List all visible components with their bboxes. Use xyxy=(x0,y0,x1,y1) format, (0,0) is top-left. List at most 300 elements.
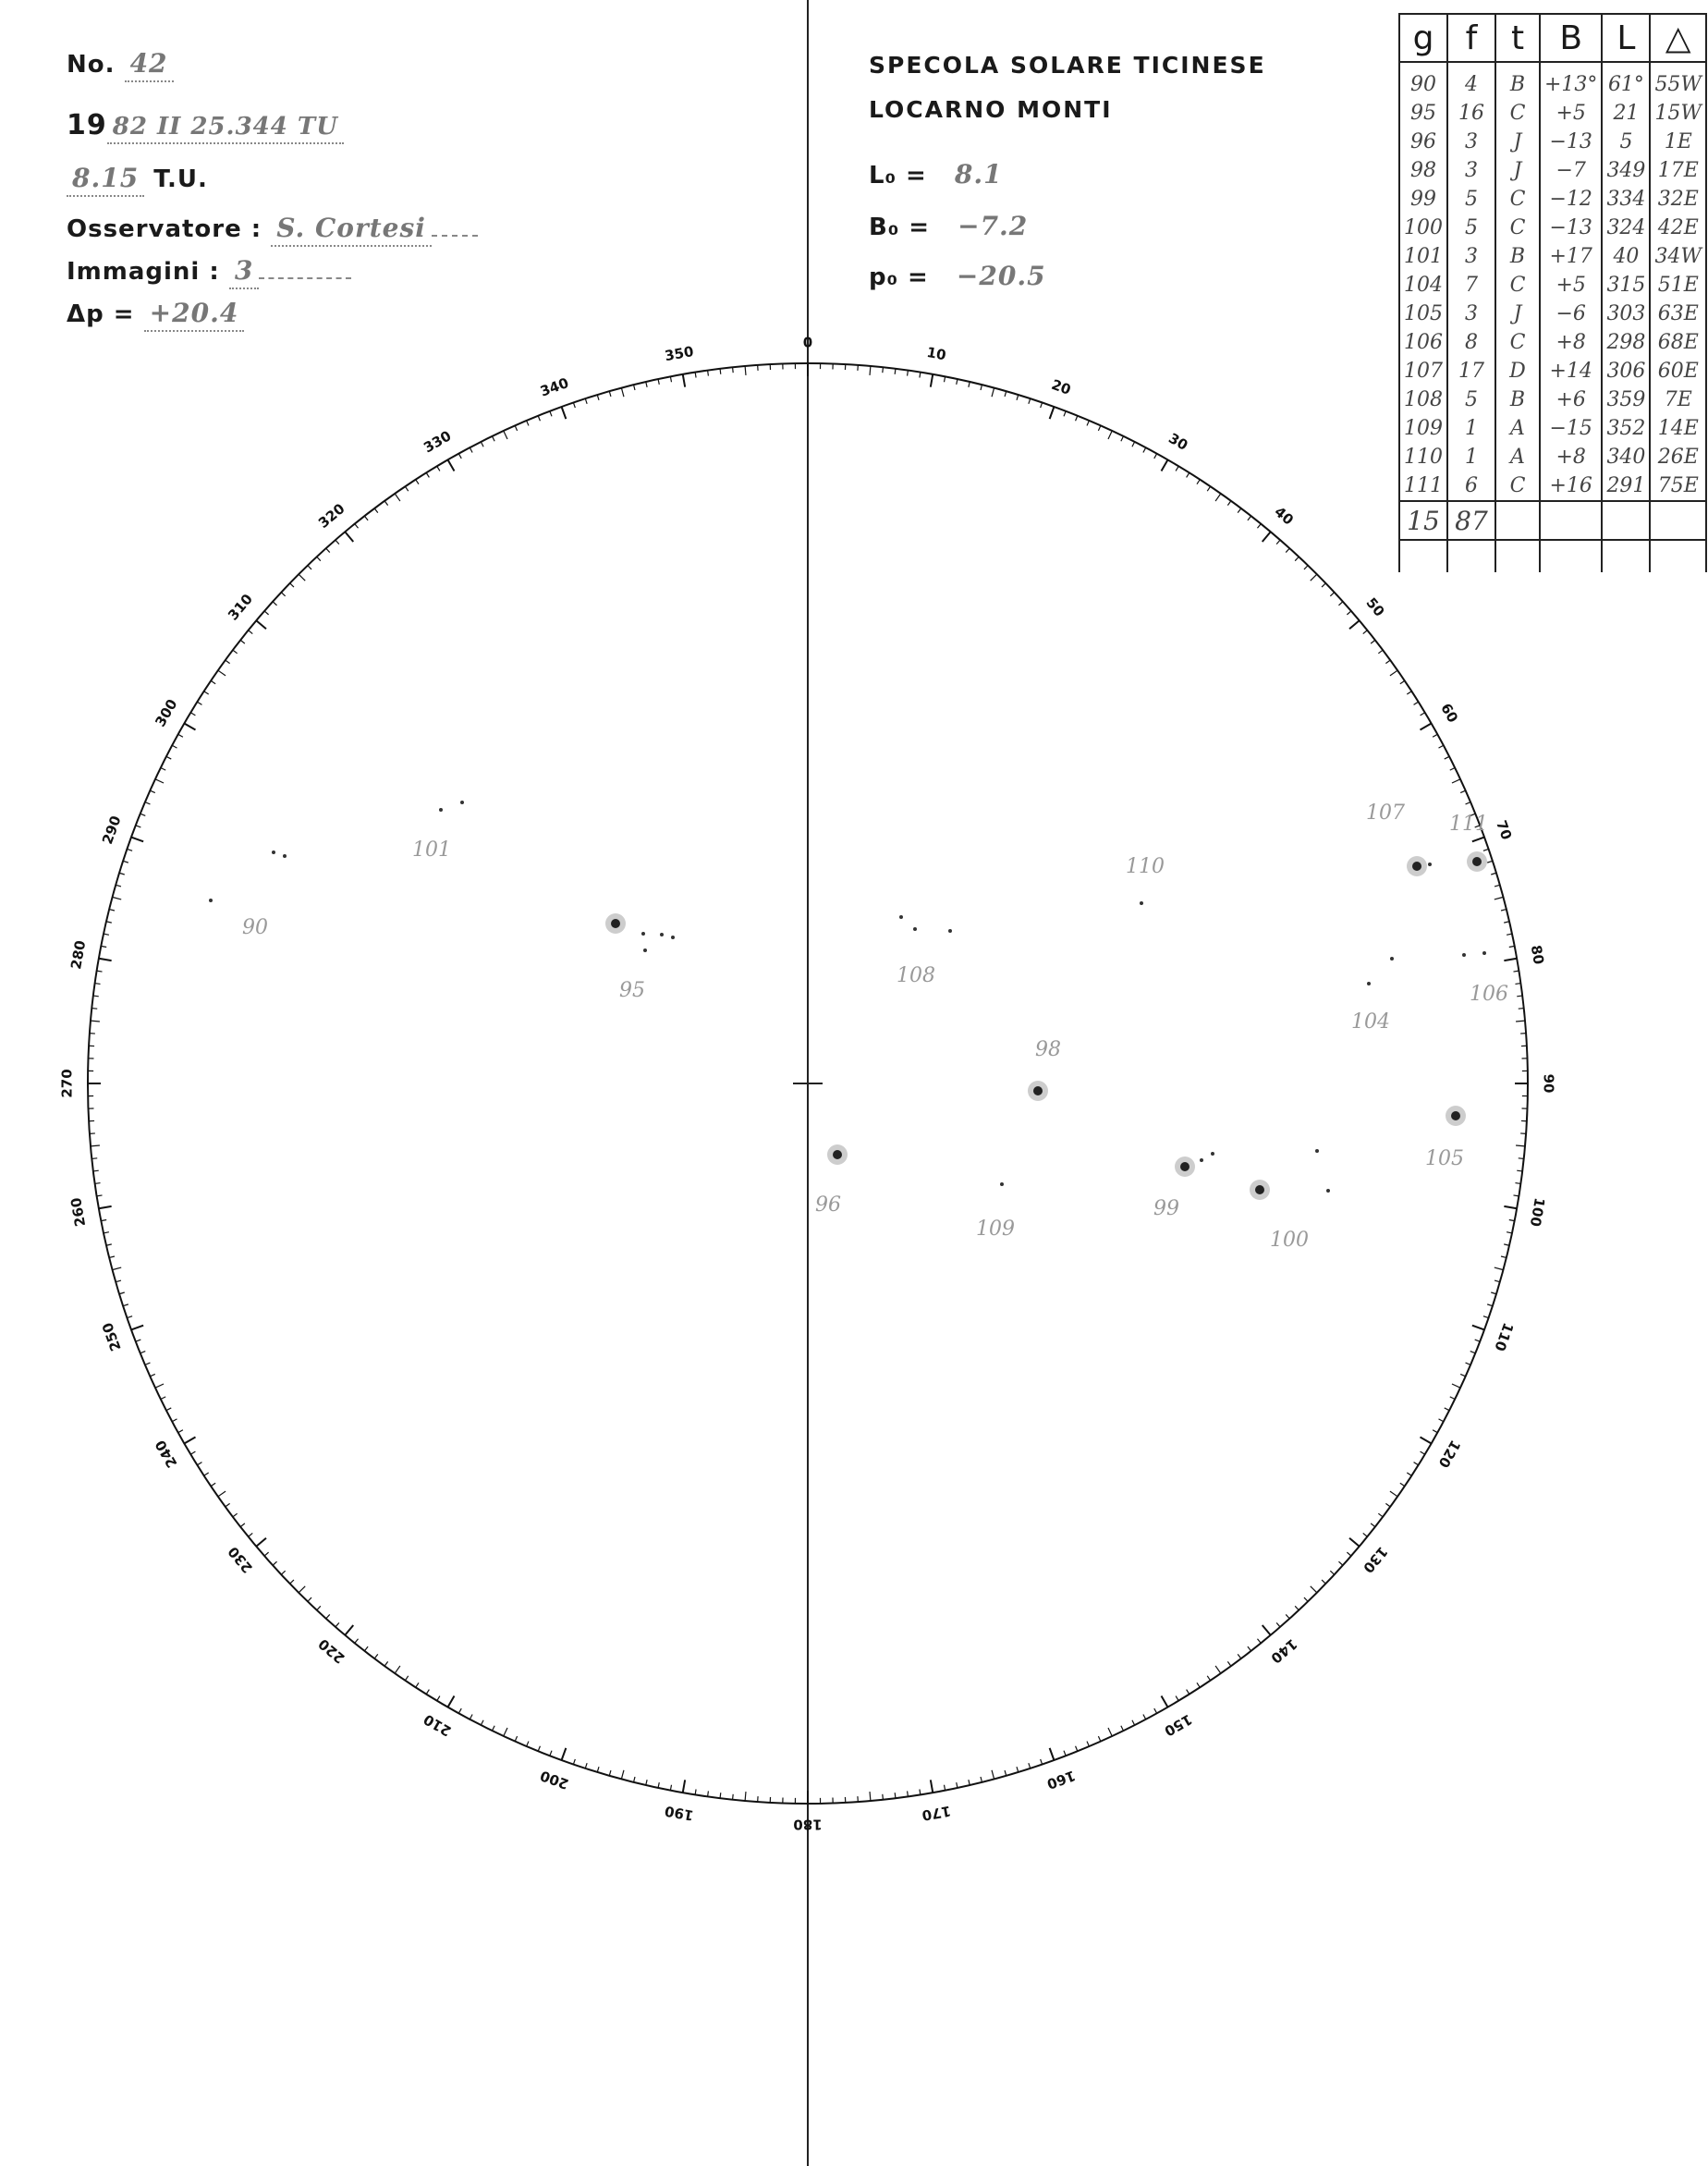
sunspot-pore xyxy=(1315,1149,1319,1153)
cell-t: J xyxy=(1495,128,1540,156)
group-label-110: 110 xyxy=(1126,855,1165,878)
scale-label: 240 xyxy=(152,1437,181,1471)
scale-tick xyxy=(1501,910,1507,911)
scale-label: 290 xyxy=(99,814,125,847)
scale-tick xyxy=(646,382,647,387)
cell-f: 5 xyxy=(1447,214,1495,242)
sunspot-pore xyxy=(272,850,275,854)
images-label: Immagini : xyxy=(67,258,220,286)
disk-center-cross xyxy=(793,1069,823,1098)
scale-tick xyxy=(123,861,128,863)
scale-tick xyxy=(326,1614,330,1618)
scale-tick xyxy=(1519,1009,1524,1010)
scale-tick xyxy=(426,1690,429,1695)
scale-tick xyxy=(992,388,994,398)
scale-tick xyxy=(1215,1666,1221,1673)
column-header-l: L xyxy=(1602,14,1650,62)
scale-tick xyxy=(1513,971,1519,972)
b0-value: −7.2 xyxy=(958,211,1029,241)
scale-tick xyxy=(161,1397,165,1400)
sunspot-umbra xyxy=(833,1150,842,1159)
scale-label: 140 xyxy=(1267,1635,1300,1667)
scale-tick xyxy=(1143,1715,1146,1719)
scale-label: 50 xyxy=(1362,594,1388,620)
cell-f: 6 xyxy=(1447,471,1495,501)
scale-tick xyxy=(1064,1751,1066,1756)
cell-t: B xyxy=(1495,385,1540,414)
cell-t: C xyxy=(1495,328,1540,357)
scale-tick xyxy=(1460,1374,1465,1376)
scale-tick xyxy=(1304,566,1308,569)
scale-tick xyxy=(113,897,122,899)
scale-tick xyxy=(123,1304,128,1306)
cell-delta: 55W xyxy=(1650,62,1706,99)
scale-tick xyxy=(437,466,440,471)
scale-tick xyxy=(1017,395,1019,400)
scale-tick xyxy=(1276,1622,1280,1627)
scale-tick xyxy=(1304,1597,1308,1601)
scale-tick xyxy=(1311,574,1317,581)
scale-tick xyxy=(708,371,709,376)
cell-delta: 34W xyxy=(1650,242,1706,271)
scale-tick xyxy=(155,779,164,783)
scale-tick xyxy=(116,885,121,887)
group-label-99: 99 xyxy=(1153,1197,1179,1220)
scale-tick xyxy=(481,442,483,447)
scale-tick xyxy=(448,1696,455,1707)
scale-tick xyxy=(1472,1326,1484,1330)
b0-label: B₀ = xyxy=(869,214,931,241)
scale-tick xyxy=(1087,421,1089,426)
scale-tick xyxy=(621,1770,624,1780)
observer-label: Osservatore : xyxy=(67,215,262,243)
scale-tick xyxy=(1483,1316,1489,1318)
scale-tick xyxy=(1494,1267,1504,1270)
scale-tick xyxy=(308,1597,311,1601)
scale-tick xyxy=(1504,959,1517,961)
scale-tick xyxy=(1452,1384,1460,1388)
sunspot-pore xyxy=(1390,957,1394,961)
cell-t: C xyxy=(1495,185,1540,214)
scale-tick xyxy=(395,1666,400,1673)
scale-label: 170 xyxy=(921,1802,953,1824)
sunspot-pore xyxy=(660,933,664,936)
images-value: 3 xyxy=(229,255,259,289)
scale-tick xyxy=(1472,838,1484,842)
scale-tick xyxy=(895,369,896,374)
scale-tick xyxy=(355,524,359,529)
cell-f: 5 xyxy=(1447,185,1495,214)
scale-tick xyxy=(695,373,696,378)
scale-tick xyxy=(1371,640,1375,643)
cell-b: +14 xyxy=(1540,357,1602,385)
scale-tick xyxy=(550,411,552,417)
scale-tick xyxy=(127,1316,132,1318)
scale-label: 230 xyxy=(225,1543,256,1576)
sunspot-umbra xyxy=(1180,1162,1190,1171)
total-groups: 15 xyxy=(1399,501,1447,540)
cell-f: 8 xyxy=(1447,328,1495,357)
sunspot-pore xyxy=(439,808,443,812)
scale-tick xyxy=(670,1785,671,1791)
cell-b: +5 xyxy=(1540,271,1602,300)
scale-tick xyxy=(1207,486,1210,491)
scale-tick xyxy=(233,1513,238,1517)
scale-tick xyxy=(240,640,245,643)
group-label-101: 101 xyxy=(412,838,451,862)
group-label-104: 104 xyxy=(1351,1010,1390,1034)
scale-tick xyxy=(1421,713,1425,716)
scale-tick xyxy=(538,1746,540,1752)
scale-tick xyxy=(883,1794,884,1800)
group-label-107: 107 xyxy=(1366,802,1405,825)
scale-tick xyxy=(326,548,330,552)
cell-l: 352 xyxy=(1602,414,1650,443)
scale-tick xyxy=(658,1782,659,1788)
scale-tick xyxy=(184,724,195,730)
group-label-90: 90 xyxy=(242,916,268,939)
scale-tick xyxy=(1286,1614,1289,1618)
cell-t: D xyxy=(1495,357,1540,385)
scale-tick xyxy=(1263,1625,1271,1635)
scale-tick xyxy=(1509,946,1515,947)
l0-label: L₀ = xyxy=(869,162,927,190)
cell-l: 5 xyxy=(1602,128,1650,156)
scale-tick xyxy=(190,1451,195,1454)
cell-delta: 60E xyxy=(1650,357,1706,385)
sunspot-umbra xyxy=(1472,857,1482,866)
scale-tick xyxy=(1162,1696,1168,1707)
scale-tick xyxy=(1263,532,1271,542)
cell-t: C xyxy=(1495,99,1540,128)
scale-tick xyxy=(136,826,141,827)
scale-tick xyxy=(273,1561,276,1565)
scale-tick xyxy=(1400,680,1405,683)
cell-delta: 7E xyxy=(1650,385,1706,414)
scale-tick xyxy=(1491,1292,1496,1294)
cell-f: 3 xyxy=(1447,242,1495,271)
scale-tick xyxy=(166,756,171,759)
cell-b: +8 xyxy=(1540,328,1602,357)
scale-label: 190 xyxy=(663,1802,695,1824)
scale-tick xyxy=(908,1791,909,1796)
scale-tick xyxy=(1470,1352,1476,1353)
scale-tick xyxy=(1516,1145,1525,1146)
scale-tick xyxy=(1445,756,1449,759)
scale-tick xyxy=(1295,1606,1299,1609)
scale-tick xyxy=(211,1483,215,1486)
scale-label: 200 xyxy=(538,1767,571,1793)
scale-tick xyxy=(981,1777,982,1782)
sunspot-umbra xyxy=(1033,1086,1043,1095)
scale-tick xyxy=(515,1736,517,1741)
scale-tick xyxy=(1421,1438,1432,1444)
scale-tick xyxy=(317,1606,321,1609)
sunspot-umbra xyxy=(1451,1111,1460,1120)
scale-tick xyxy=(405,1676,408,1681)
cell-t: J xyxy=(1495,300,1540,328)
scale-tick xyxy=(95,984,101,985)
scale-tick xyxy=(658,379,659,385)
sunspots xyxy=(209,801,1487,1200)
scale-tick xyxy=(1121,436,1124,441)
scale-label: 180 xyxy=(793,1816,823,1833)
scale-tick xyxy=(931,1780,933,1793)
scale-tick xyxy=(1050,1748,1055,1760)
cell-f: 1 xyxy=(1447,414,1495,443)
scale-tick xyxy=(1176,466,1178,471)
scale-tick xyxy=(91,1021,100,1022)
scale-tick xyxy=(1400,1483,1405,1486)
scale-tick xyxy=(670,376,671,382)
scale-tick xyxy=(1238,508,1241,513)
cell-l: 334 xyxy=(1602,185,1650,214)
cell-b: +6 xyxy=(1540,385,1602,414)
scale-tick xyxy=(92,1158,97,1159)
scale-tick xyxy=(364,1646,368,1651)
scale-tick xyxy=(1363,630,1368,634)
scale-tick xyxy=(1187,472,1190,477)
scale-tick xyxy=(211,680,215,683)
scale-tick xyxy=(745,366,746,375)
cell-l: 61° xyxy=(1602,62,1650,99)
scale-tick xyxy=(345,532,353,542)
cell-delta: 14E xyxy=(1650,414,1706,443)
p0-label: p₀ = xyxy=(869,263,929,291)
delta-p-value: +20.4 xyxy=(144,298,245,332)
cell-delta: 51E xyxy=(1650,271,1706,300)
scale-label: 310 xyxy=(225,591,256,624)
scale-tick xyxy=(1407,691,1411,694)
scale-label: 60 xyxy=(1437,700,1462,726)
scale-label: 220 xyxy=(315,1635,348,1667)
scale-tick xyxy=(1029,398,1031,404)
scale-tick xyxy=(1041,1759,1043,1765)
scale-tick xyxy=(99,959,112,961)
scale-tick xyxy=(131,838,143,842)
scale-tick xyxy=(609,391,611,397)
sunspot-umbra xyxy=(1412,862,1421,871)
number-label: No. xyxy=(67,51,116,79)
sunspot-pore xyxy=(283,854,287,858)
scale-tick xyxy=(240,1524,245,1527)
scale-tick xyxy=(634,1777,635,1782)
cell-f: 1 xyxy=(1447,443,1495,471)
scale-tick xyxy=(1154,454,1157,459)
scale-tick xyxy=(1108,431,1112,439)
scale-label: 40 xyxy=(1271,503,1297,529)
scale-tick xyxy=(458,1708,461,1713)
scale-tick xyxy=(1452,779,1460,783)
scale-tick xyxy=(870,366,871,375)
column-header-f: f xyxy=(1447,14,1495,62)
sunspot-pore xyxy=(1367,982,1371,985)
scale-tick xyxy=(992,1770,994,1780)
cell-l: 324 xyxy=(1602,214,1650,242)
scale-tick xyxy=(1491,873,1496,875)
scale-label: 130 xyxy=(1360,1543,1391,1576)
scale-tick xyxy=(1347,611,1351,615)
scale-tick xyxy=(585,1763,587,1768)
cell-b: −12 xyxy=(1540,185,1602,214)
sunspot-pore xyxy=(1140,901,1143,905)
scale-tick xyxy=(166,1408,171,1411)
time-unit: T.U. xyxy=(153,165,208,193)
scale-tick xyxy=(1378,1513,1383,1517)
scale-tick xyxy=(920,373,921,378)
column-header-t: t xyxy=(1495,14,1540,62)
scale-tick xyxy=(226,1503,230,1507)
group-label-111: 111 xyxy=(1449,813,1488,836)
scale-label: 250 xyxy=(99,1320,125,1353)
scale-tick xyxy=(1238,1654,1241,1658)
scale-label: 0 xyxy=(802,334,813,351)
scale-tick xyxy=(226,660,230,664)
scale-tick xyxy=(621,388,624,398)
scale-tick xyxy=(1064,411,1066,417)
group-label-105: 105 xyxy=(1425,1147,1464,1170)
cell-t: C xyxy=(1495,271,1540,300)
scale-tick xyxy=(184,1438,195,1444)
scale-tick xyxy=(1005,1770,1006,1776)
scale-tick xyxy=(944,376,945,382)
scale-tick xyxy=(249,1533,253,1536)
scale-tick xyxy=(944,1785,945,1791)
scale-tick xyxy=(299,574,305,581)
scale-tick xyxy=(172,1419,177,1422)
scale-tick xyxy=(119,1292,125,1294)
scale-tick xyxy=(969,1780,970,1785)
scale-tick xyxy=(504,1728,507,1736)
cell-t: C xyxy=(1495,214,1540,242)
scale-tick xyxy=(1050,407,1055,419)
group-label-109: 109 xyxy=(976,1218,1015,1241)
cell-f: 4 xyxy=(1447,62,1495,99)
cell-delta: 1E xyxy=(1650,128,1706,156)
sunspot-pore xyxy=(948,929,952,933)
cell-f: 16 xyxy=(1447,99,1495,128)
group-label-96: 96 xyxy=(815,1193,841,1217)
cell-t: J xyxy=(1495,156,1540,185)
scale-tick xyxy=(957,1782,958,1788)
scale-tick xyxy=(384,501,388,506)
scale-tick xyxy=(733,1794,734,1800)
group-label-106: 106 xyxy=(1470,983,1508,1006)
scale-tick xyxy=(720,1793,721,1798)
scale-tick xyxy=(1248,1646,1251,1651)
sunspot-pore xyxy=(1482,951,1486,955)
cell-delta: 63E xyxy=(1650,300,1706,328)
scale-label: 150 xyxy=(1161,1710,1195,1740)
scale-tick xyxy=(127,849,132,850)
scale-tick xyxy=(1421,1451,1425,1454)
scale-tick xyxy=(1513,1195,1519,1196)
sunspot-pore xyxy=(209,899,213,902)
scale-tick xyxy=(646,1780,647,1785)
scale-tick xyxy=(1176,1696,1178,1701)
scale-tick xyxy=(97,971,103,972)
scale-tick xyxy=(1414,1462,1419,1465)
cell-b: −13 xyxy=(1540,214,1602,242)
scale-label: 160 xyxy=(1044,1767,1078,1793)
scale-tick xyxy=(1098,425,1100,430)
year-prefix: 19 xyxy=(67,109,107,141)
scale-label: 110 xyxy=(1491,1320,1517,1353)
scale-tick xyxy=(155,1384,164,1388)
scale-tick xyxy=(190,713,195,716)
scale-tick xyxy=(1517,1170,1522,1171)
scale-tick xyxy=(683,1780,685,1793)
sunspot-pore xyxy=(913,927,917,931)
scale-tick xyxy=(1371,1524,1375,1527)
scale-tick xyxy=(1108,1728,1112,1736)
scale-label: 320 xyxy=(315,500,348,532)
scale-tick xyxy=(106,922,112,923)
cell-l: 340 xyxy=(1602,443,1650,471)
scale-tick xyxy=(308,566,311,569)
column-header-b: B xyxy=(1540,14,1602,62)
scale-tick xyxy=(93,996,99,997)
scale-tick xyxy=(281,593,285,596)
group-label-98: 98 xyxy=(1035,1038,1061,1061)
scale-tick xyxy=(119,873,125,875)
cell-t: A xyxy=(1495,414,1540,443)
scale-tick xyxy=(264,1552,269,1556)
scale-tick xyxy=(1338,602,1342,606)
scale-tick xyxy=(1439,1419,1444,1422)
scale-tick xyxy=(1154,1708,1157,1713)
date-value: 82 II 25.344 TU xyxy=(107,113,344,144)
scale-tick xyxy=(1322,583,1325,587)
scale-tick xyxy=(437,1696,440,1701)
cell-delta: 17E xyxy=(1650,156,1706,185)
scale-tick xyxy=(1041,402,1043,408)
scale-tick xyxy=(634,385,635,390)
scale-tick xyxy=(101,1219,106,1220)
sunspot-umbra xyxy=(1255,1185,1264,1194)
scale-tick xyxy=(281,1571,285,1574)
scale-tick xyxy=(355,1639,359,1644)
cell-l: 315 xyxy=(1602,271,1650,300)
scale-tick xyxy=(256,1538,266,1547)
scale-tick xyxy=(1017,1767,1019,1772)
scale-tick xyxy=(1450,768,1455,771)
scale-tick xyxy=(1207,1676,1210,1681)
scale-tick xyxy=(883,367,884,373)
scale-label: 100 xyxy=(1526,1196,1548,1229)
scale-tick xyxy=(1517,996,1522,997)
scale-tick xyxy=(150,790,154,792)
scale-tick xyxy=(218,670,226,676)
scale-label: 300 xyxy=(152,696,181,730)
scale-tick xyxy=(299,1586,305,1593)
scale-tick xyxy=(527,421,529,426)
cell-f: 17 xyxy=(1447,357,1495,385)
cell-b: −7 xyxy=(1540,156,1602,185)
scale-tick xyxy=(683,374,685,387)
cell-delta: 68E xyxy=(1650,328,1706,357)
scale-tick xyxy=(364,516,368,520)
scale-tick xyxy=(384,1661,388,1666)
cell-g: 104 xyxy=(1399,271,1447,300)
cell-f: 5 xyxy=(1447,385,1495,414)
scale-tick xyxy=(1450,1397,1455,1400)
scale-tick xyxy=(1439,745,1444,748)
scale-tick xyxy=(109,910,115,911)
cell-g: 107 xyxy=(1399,357,1447,385)
scale-tick xyxy=(256,620,266,629)
cell-f: 3 xyxy=(1447,156,1495,185)
